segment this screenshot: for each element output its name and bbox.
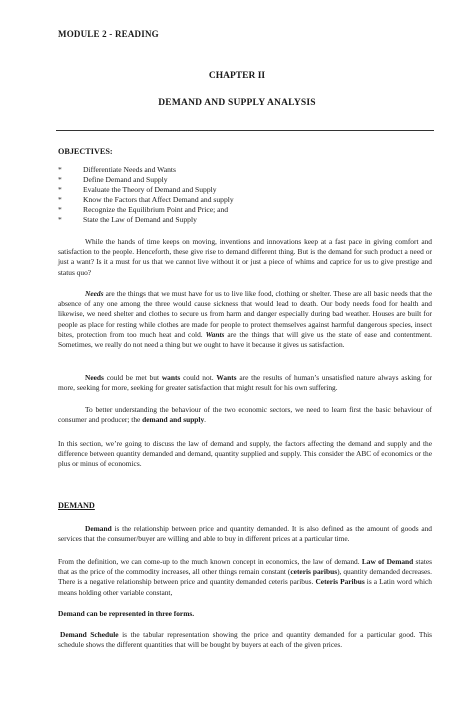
objective-item: * State the Law of Demand and Supply	[58, 214, 197, 224]
intro-paragraph-wants: Needs could be met but wants could not. Wants are the results of human’s unsatisfied nature always asking for more, seeking for more, seeking for greater satisfaction that might result for his own suffering.	[58, 373, 432, 393]
demand-schedule-paragraph: Demand Schedule is the tabular representation showing the price and quantity demanded for a particular good. This schedule shows the different quantities that will be bought by buyers at each of the given prices.	[58, 630, 433, 650]
intro-paragraph-needs: Needs are the things that we must have for us to live like food, clothing or shelter. These are all basic needs that the absence of any one among the three would cause sickness that would lead to death. Our body needs food for health and likewise, we need shelter and clothes to secure us from harm and danger especially during bad weather. Houses are built for people as place for resting while clothes are made for people to protect themselves against harmful dangerous species, insect bites, protection from too much heat and cold. Wants are the things that will give us the state of ease and contentment. Sometimes, we really do not need a thing but we ought to have it because it gives us satisfaction.	[58, 289, 432, 350]
bullet-star-icon: *	[58, 184, 62, 194]
bullet-star-icon: *	[58, 165, 62, 174]
chapter-title: DEMAND AND SUPPLY ANALYSIS	[158, 98, 316, 108]
objective-item: * Differentiate Needs and Wants	[58, 165, 176, 174]
objective-item: * Recognize the Equilibrium Point and Price; and	[58, 204, 229, 214]
chapter-number: CHAPTER II	[208, 71, 266, 81]
law-of-demand-paragraph: From the definition, we can come-up to the much known concept in economics, the law of demand. Law of Demand states that as the price of the commodity increases, all other things remain constant (ceteris paribus), quantity demanded decreases. There is a negative relationship between price and quantity demanded ceteris paribus. Ceteris Paribus is a Latin word which means holding other variable constant,	[58, 557, 432, 597]
demand-definition: Demand is the relationship between price and quantity demanded. It is also defined as the amount of goods and services that the consumer/buyer are willing and able to buy in different prices at a particular time.	[58, 524, 432, 544]
objectives-heading: OBJECTIVES:	[58, 147, 113, 156]
objective-item: * Evaluate the Theory of Demand and Supply	[58, 184, 217, 194]
demand-heading: DEMAND	[58, 501, 95, 510]
objective-item: * Know the Factors that Affect Demand and supply	[58, 194, 234, 204]
bullet-star-icon: *	[58, 214, 62, 224]
bullet-star-icon: *	[58, 174, 62, 184]
bullet-star-icon: *	[58, 194, 62, 204]
module-label: MODULE 2 - READING	[58, 29, 159, 39]
demand-forms-heading: Demand can be represented in three forms.	[58, 609, 195, 618]
bullet-star-icon: *	[58, 204, 62, 214]
objectives-list	[58, 165, 234, 224]
intro-paragraph-1: While the hands of time keeps on moving, inventions and innovations keep at a fast pace in giving comfort and satisfaction to the people. Henceforth, these give rise to demand different thing. But is the demand for such product a need or just a want? Is it a must for us that we cannot live without it or just a piece of whims and caprice for us to give prestige and status quo?	[58, 237, 432, 277]
intro-paragraph-behaviour: To better understanding the behaviour of the two economic sectors, we need to learn first the basic behaviour of consumer and producer; the demand and supply.	[58, 405, 432, 425]
objective-item: * Define Demand and Supply	[58, 174, 168, 184]
intro-paragraph-section: In this section, we’re going to discuss the law of demand and supply, the factors affecting the demand and supply and the difference between quantity demanded and demand, quantity supplied and supply. This consider the ABC of economics or the plus or minus of economics.	[58, 439, 432, 469]
section-divider	[56, 130, 434, 131]
